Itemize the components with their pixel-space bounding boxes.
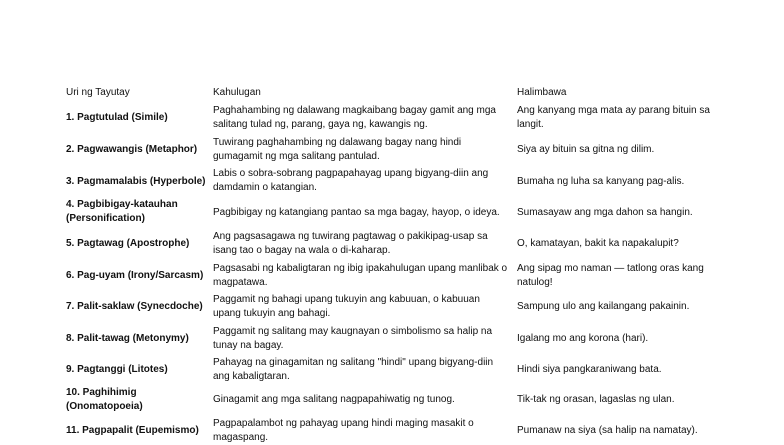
- kahulugan-cell: Pagsasabi ng kabaligtaran ng ibig ipakahulugan upang manlibak o magpatawa.: [213, 263, 508, 288]
- header-uri: Uri ng Tayutay: [66, 87, 130, 98]
- kahulugan-cell: Paggamit ng bahagi upang tukuyin ang kabuuan, o kabuuan upang tukuyin ang bahagi.: [213, 294, 480, 319]
- halimbawa-cell: Bumaha ng luha sa kanyang pag-alis.: [517, 176, 685, 187]
- halimbawa-cell: Igalang mo ang korona (hari).: [517, 333, 649, 344]
- halimbawa-cell: O, kamatayan, bakit ka napakalupit?: [517, 238, 679, 249]
- kahulugan-cell: Paghahambing ng dalawang magkaibang bagay gamit ang mga salitang tulad ng, parang, gaya ng, kawangis ng.: [213, 105, 496, 130]
- uri-cell: 6. Pag-uyam (Irony/Sarcasm): [66, 270, 204, 281]
- uri-cell: 9. Pagtanggi (Litotes): [66, 364, 168, 375]
- kahulugan-cell: Paggamit ng salitang may kaugnayan o simbolismo sa halip na tunay na bagay.: [213, 326, 493, 351]
- halimbawa-cell: Ang sipag mo naman — tatlong oras kang natulog!: [517, 263, 704, 288]
- uri-cell: 8. Palit-tawag (Metonymy): [66, 333, 189, 344]
- uri-cell: 2. Pagwawangis (Metaphor): [66, 144, 198, 155]
- kahulugan-cell: Pagpapalambot ng pahayag upang hindi maging masakit o magaspang.: [213, 418, 474, 443]
- kahulugan-cell: Ang pagsasagawa ng tuwirang pagtawag o pakikipag-usap sa isang tao o bagay na wala o di-kaharap.: [213, 231, 488, 256]
- header-kahulugan: Kahulugan: [213, 87, 261, 98]
- halimbawa-cell: Hindi siya pangkaraniwang bata.: [517, 364, 662, 375]
- halimbawa-cell: Tik-tak ng orasan, lagaslas ng ulan.: [517, 394, 675, 405]
- header-halimbawa: Halimbawa: [517, 87, 567, 98]
- uri-cell: 7. Palit-saklaw (Synecdoche): [66, 301, 203, 312]
- uri-cell: 11. Pagpapalit (Eupemismo): [66, 425, 199, 436]
- uri-cell: 4. Pagbibigay-katauhan (Personification): [66, 199, 178, 224]
- halimbawa-cell: Pumanaw na siya (sa halip na namatay).: [517, 425, 698, 436]
- kahulugan-cell: Labis o sobra-sobrang pagpapahayag upang bigyang-diin ang damdamin o katangian.: [213, 168, 489, 193]
- kahulugan-cell: Ginagamit ang mga salitang nagpapahiwatig ng tunog.: [213, 394, 455, 405]
- kahulugan-cell: Tuwirang paghahambing ng dalawang bagay nang hindi gumagamit ng mga salitang pantulad.: [213, 137, 462, 162]
- halimbawa-cell: Sampung ulo ang kailangang pakainin.: [517, 301, 690, 312]
- uri-cell: 3. Pagmamalabis (Hyperbole): [66, 176, 206, 187]
- halimbawa-cell: Siya ay bituin sa gitna ng dilim.: [517, 144, 655, 155]
- kahulugan-cell: Pahayag na ginagamitan ng salitang "hindi" upang bigyang-diin ang kabaligtaran.: [213, 357, 494, 382]
- halimbawa-cell: Sumasayaw ang mga dahon sa hangin.: [517, 207, 693, 218]
- kahulugan-cell: Pagbibigay ng katangiang pantao sa mga bagay, hayop, o ideya.: [213, 207, 500, 218]
- uri-cell: 10. Paghihimig (Onomatopoeia): [66, 387, 143, 412]
- halimbawa-cell: Ang kanyang mga mata ay parang bituin sa langit.: [517, 105, 710, 130]
- uri-cell: 1. Pagtutulad (Simile): [66, 112, 168, 123]
- uri-cell: 5. Pagtawag (Apostrophe): [66, 238, 190, 249]
